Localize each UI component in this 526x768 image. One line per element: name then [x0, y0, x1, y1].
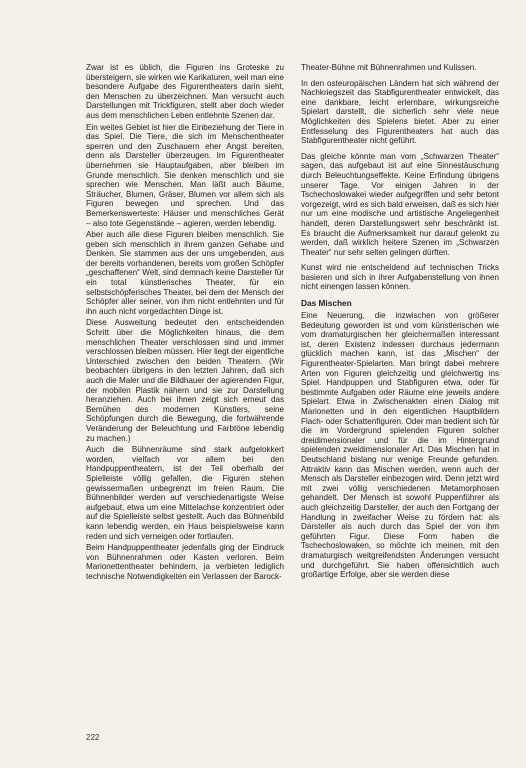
paragraph: Zwar ist es üblich, die Figuren ins Groteske zu übersteigern, sie wirken wie Karikaturen, weil man eine besondere Aufgabe des Figurentheaters darin sieht, den Menschen zu überzeichnen. Man versucht auch Darstellungen mit Trickfiguren, stellt aber doch wieder aus dem menschlichen Leben entlehnte Szenen dar.: [86, 63, 284, 120]
section-heading: Das Mischen: [301, 298, 352, 309]
left-column: [86, 63, 284, 583]
page-number: 222: [86, 733, 100, 742]
paragraph: Kunst wird nie entscheidend auf technischen Tricks basieren und sich in ihrer Aufgabenstellung von ihnen nicht einengen lassen können.: [301, 263, 499, 292]
paragraph: Aber auch alle diese Figuren bleiben menschlich. Sie geben sich menschlich in ihrem ganzen Gehabe und Denken. Sie stammen aus der uns umgebenden, aus der bereits vorhandenen, bereits vom großen Schöpfer „geschaffenen“ Welt, sind demnach keine Darsteller für ein total künstlerisches Theater, für ein selbstschöpferisches Theater, bei dem der Mensch der Schöpfer aller seiner, von ihm nicht entlehnten und für ihn auch nicht vorgedachten Dinge ist.: [86, 230, 284, 316]
paragraph: Beim Handpuppentheater jedenfalls ging der Eindruck von Bühnenrahmen oder Kasten verloren. Beim Marionettentheater behindern, ja verbieten lediglich technische Notwendigkeiten ein Verlassen der Barock-: [86, 543, 284, 581]
paragraph: Das gleiche könnte man vom „Schwarzen Theater“ sagen, das aufgebaut ist auf eine Sinnestäuschung durch Beleuchtungseffekte. Keine Erfindung übrigens unserer Tage. Vor einigen Jahren in der Tschechoslowakei wieder aufgegriffen und sehr betont vorgezeigt, wird es sich bald erweisen, daß es sich hier nur um eine modische und artistische Angelegenheit handelt, deren Darstellungswert sehr beschränkt ist. Es braucht die Aufmerksamkeit nur darauf gelenkt zu werden, daß wirklich heitere Szenen im „Schwarzen Theater“ nur sehr selten gelingen dürften.: [301, 151, 499, 257]
paragraph: Ein weites Gebiet ist hier die Einbeziehung der Tiere in das Spiel. Die Tiere, die sich im Menschentheater sperren und den Zuschauern eher Angst bereiten, denn als Darsteller überzeugen. Im Figurentheater übernehmen sie Hauptaufgaben, aber bleiben im Grunde menschlich. Sie denken menschlich und sie sprechen wie Menschen. Man läßt auch Bäume, Sträucher, Blumen, Gräser, Blumen vor allem sich als Figuren bewegen und sprechen. Und das Bemerkenswerteste: Häuser und menschliches Gerät – also tote Gegenstände – agieren, werden lebendig.: [86, 122, 284, 228]
paragraph: In den osteuropäischen Ländern hat sich während der Nachkriegszeit das Stabfigurentheater entwickelt, das eine dankbare, leicht erlernbare, wirkungsreiche Spielart darstellt, die sicherlich sehr viele neue Möglichkeiten des Spielens bietet. Aber zu einer Entfesselung des Figurentheaters hat auch das Stabfigurentheater nicht geführt.: [301, 78, 499, 146]
paragraph: Eine Neuerung, die inzwischen von größerer Bedeutung geworden ist und vom künstlerischen wie vom dramaturgischen her gleichermaßen interessant ist, deren Existenz indessen durchaus jedermann glücklich machen kann, ist das „Mischen“ der Figurentheater-Spielarten. Man bringt dabei mehrere Arten von Figuren gleichzeitig und gleichwertig ins Spiel. Handpuppen und Stabfiguren etwa, oder für bestimmte Aufgaben oder Räume eine jeweils andere Spielart. Etwa in Zwischenakten einen Dialog mit Marionetten und in den eigentlichen Hauptbildern Flach- oder Schattenfiguren. Oder man bedient sich für die im Vordergrund spielenden Figuren solcher dreidimensionaler und für die im Hintergrund spielenden zweidimensionaler Art. Das Mischen hat in Deutschland bislang nur wenige Freunde gefunden. Attraktiv kann das Mischen werden, wenn auch der Mensch als Darsteller einbezogen wird. Denn jetzt wird mit zwei völlig verschiedenen Metamorphosen gehandelt. Der Mensch ist sowohl Puppenführer als auch gleichzeitig Darsteller, der auch den Fortgang der Handlung in zweifacher Weise zu fördern hat: als Darsteller als auch durch das Spiel der von ihm geführten Figur. Diese Form haben die Tschechoslowaken, so möchte ich meinen, mit den dramaturgisch weitgreifendsten Änderungen versucht und durchgeführt. Sie haben offensichtlich auch großartige Erfolge, aber sie werden diese: [301, 311, 499, 580]
right-column: [301, 63, 499, 582]
paragraph: Diese Ausweitung bedeutet den entscheidenden Schritt über die Möglichkeiten hinaus, die dem menschlichen Theater verschlossen sind und immer verschlossen bleiben müssen. Hier liegt der eigentliche Unterschied zwischen den beiden Theatern. (Wir beobachten übrigens in den letzten Jahren, daß sich auch die Maler und die Bildhauer der agierenden Figur, der mobilen Plastik nähern und sie zur Darstellung heranziehen. Auch bei ihnen zeigt sich erneut das Bemühen des modernen Künstlers, seine Schöpfungen durch die Bewegung, die fortwährende Veränderung der Beleuchtung und Farbtöne lebendig zu machen.): [86, 318, 284, 443]
paragraph: Auch die Bühnenräume sind stark aufgelokkert worden, vielfach vor allem bei den Handpuppentheatern, ist der Teil oberhalb der Spielleiste völlig gefallen, die Figuren stehen gewissermaßen unbegrenzt im freien Raum. Die Bühnenbilder werden auf verschiedenartigste Weise aufgebaut, etwa um eine Mittelachse konzentriert oder auf die Spielleiste selbst gestellt. Auch das Bühnenbild kann lebendig werden, ein Haus beispielsweise kann reden und sich verneigen oder fortlaufen.: [86, 445, 284, 541]
paragraph: Theater-Bühne mit Bühnenrahmen und Kulissen.: [301, 63, 477, 72]
